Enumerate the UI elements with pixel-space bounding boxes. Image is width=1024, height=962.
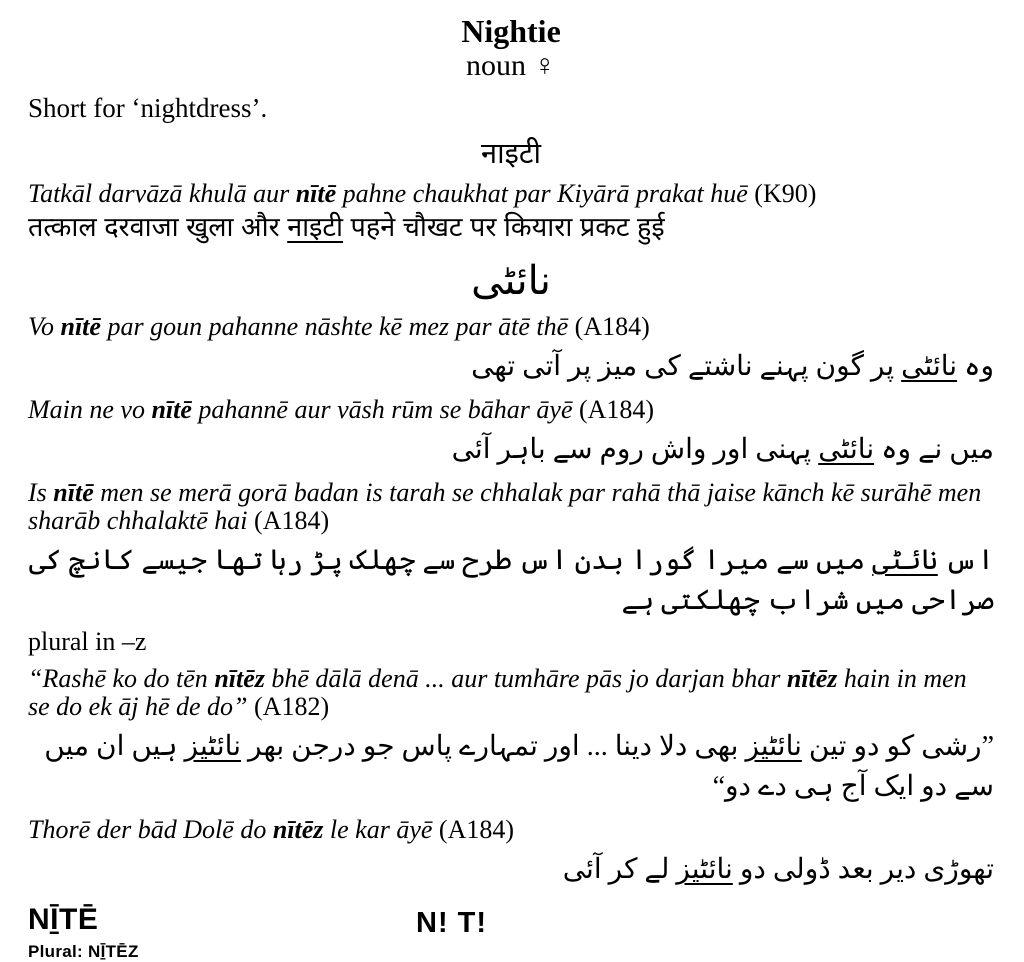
part-of-speech: noun: [466, 49, 526, 83]
example-urdu: وہ نائٹی پر گون پہنے ناشتے کی میز پر آتی تھی: [471, 351, 994, 383]
example-translit: [28, 479, 994, 535]
example-translit: [28, 313, 994, 341]
example-translit-text: Is nītē men se merā gorā badan is tarah se chhalak par rahā thā jaise kānch kē surāhē men sharāb chhalaktē hai: [28, 477, 982, 535]
pronunciation-block: [28, 902, 994, 962]
entry-headword: Nightie: [461, 13, 561, 49]
pronunciation-respelling: NĪ̱TĒ: [28, 902, 99, 936]
female-gender-icon: ♀: [533, 49, 556, 83]
part-of-speech-line: [28, 49, 994, 84]
example-translit: [28, 665, 994, 721]
example-translit-text: “Rashē ko do tēn nītēz bhē dālā denā ... aur tumhāre pās jo darjan bhar nītēz hain in men se do ek āj hē de do”: [28, 663, 967, 721]
definition: Short for ‘nightdress’.: [28, 92, 268, 123]
source-ref: (A184): [438, 814, 515, 844]
example-translit: [28, 396, 994, 424]
example-urdu: ”رشی کو دو تین نائٹیز بھی دلا دینا ... اور تمہارے پاس جو درجن بھر نائٹیز ہیں ان میں سے دو ایک آج ہی دے دو“: [44, 730, 994, 803]
pronunciation-plural: Plural: NĪ̱TĒZ: [28, 941, 139, 961]
example-hindi: तत्काल दरवाजा खुला और नाइटी पहने चौखट पर कियारा प्रकट हुई: [28, 212, 665, 243]
source-ref: (A182): [254, 691, 330, 721]
source-ref: (K90): [754, 179, 817, 209]
source-ref: (A184): [574, 312, 650, 342]
example-translit-text: Tatkāl darvāzā khulā aur nītē pahne chaukhat par Kiyārā prakat huē: [28, 179, 748, 209]
source-ref: (A184): [254, 505, 330, 535]
hindi-headword: नाइटी: [481, 138, 541, 171]
example-translit-text: Main ne vo nītē pahannē aur vāsh rūm se bāhar āyē: [28, 394, 573, 424]
source-ref: (A184): [579, 394, 655, 424]
example-translit-text: Vo nītē par goun pahanne nāshte kē mez par ātē thē: [28, 312, 569, 342]
example-translit: [28, 816, 994, 844]
pronunciation-stress: N! T!: [416, 906, 488, 939]
example-translit: [28, 180, 994, 208]
example-urdu: اس نائٹی میں سے میرا گورا بدن اس طرح سے چھلک پڑ رہا تھا جیسے کانچ کی صراحی میں شراب چھلکتی ہے: [28, 544, 994, 617]
example-translit-text: Thorē der bād Dolē do nītēz le kar āyē: [28, 814, 433, 844]
example-urdu: تھوڑی دیر بعد ڈولی دو نائٹیز لے کر آئی: [562, 854, 994, 885]
plural-note: plural in –z: [28, 626, 147, 656]
example-urdu: میں نے وہ نائٹی پہنی اور واش روم سے باہر آئی: [451, 434, 994, 466]
urdu-headword: نائٹی: [471, 258, 551, 304]
